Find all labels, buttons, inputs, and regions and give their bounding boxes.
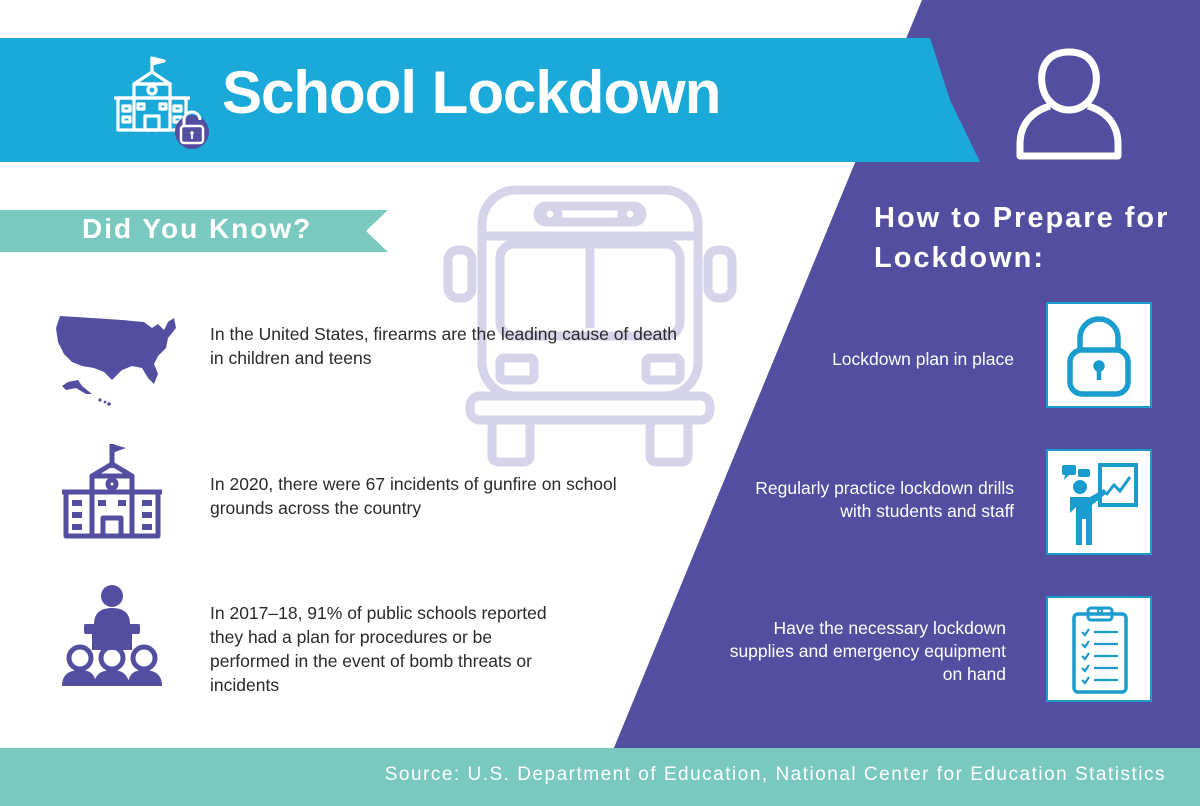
- person-icon: [1014, 44, 1124, 164]
- padlock-icon: [1066, 314, 1132, 398]
- us-map-icon: [52, 308, 182, 408]
- teacher-board-icon-box: [1046, 449, 1152, 555]
- classroom-audience-icon: [60, 582, 164, 688]
- prepare-heading: How to Prepare for Lockdown:: [874, 202, 1170, 274]
- source-credit: Source: U.S. Department of Education, National Center for Education Statistics: [384, 764, 1166, 785]
- clipboard-icon-box: [1046, 596, 1152, 702]
- prepare-text-3: Have the necessary lockdown supplies and emergency equipment on hand: [729, 618, 1006, 684]
- page-title: School Lockdown: [222, 59, 721, 126]
- clipboard-checklist-icon: [1070, 604, 1130, 696]
- fact-text-2: In 2020, there were 67 incidents of gunfire on school grounds across the country: [210, 474, 617, 518]
- teacher-board-icon: [1060, 461, 1140, 547]
- prepare-text-1: Lockdown plan in place: [832, 349, 1014, 369]
- prepare-text-2: Regularly practice lockdown drills with students and staff: [755, 478, 1014, 521]
- fact-text-3: In 2017–18, 91% of public schools reported they had a plan for procedures or be performed in the event of bomb threats or incidents: [210, 603, 547, 695]
- school-building-icon: [60, 440, 164, 540]
- padlock-icon-box: [1046, 302, 1152, 408]
- did-you-know-heading: Did You Know?: [82, 213, 313, 244]
- school-lock-icon: [112, 54, 214, 150]
- fact-text-1: In the United States, firearms are the leading cause of death in children and teens: [210, 324, 677, 368]
